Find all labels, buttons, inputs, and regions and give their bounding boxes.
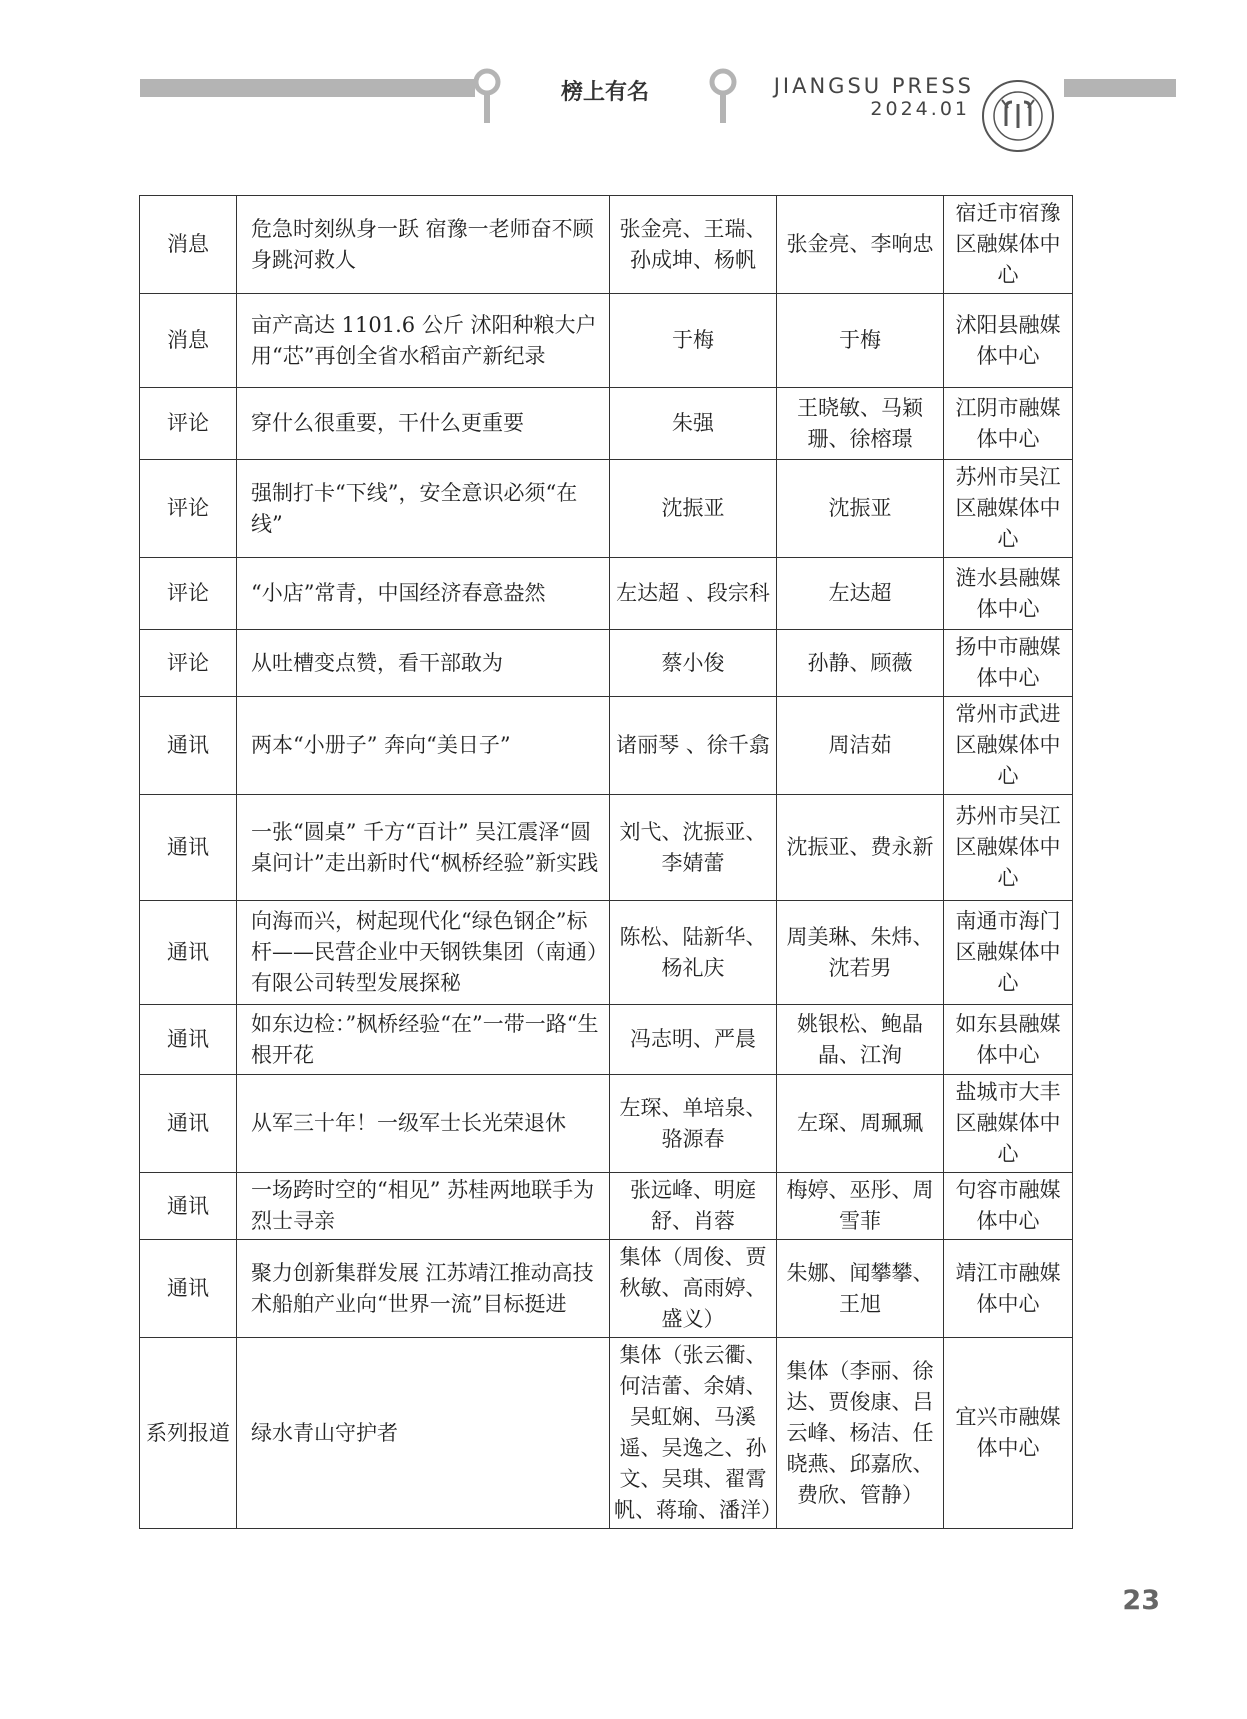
table-row bbox=[140, 1075, 1073, 1173]
authors-cell: 蔡小俊 bbox=[610, 630, 777, 697]
title-cell: 一场跨时空的“相见” 苏桂两地联手为烈士寻亲 bbox=[237, 1173, 610, 1240]
unit-cell: 南通市海门区融媒体中心 bbox=[944, 901, 1073, 1005]
authors-cell: 张金亮、王瑞、孙成坤、杨帆 bbox=[610, 196, 777, 294]
category-cell: 通讯 bbox=[140, 697, 237, 795]
unit-cell: 句容市融媒体中心 bbox=[944, 1173, 1073, 1240]
title-cell: “小店”常青，中国经济春意盎然 bbox=[237, 558, 610, 630]
authors-cell: 沈振亚 bbox=[610, 460, 777, 558]
editors-cell: 沈振亚 bbox=[777, 460, 944, 558]
page-number: 23 bbox=[1122, 1585, 1160, 1616]
header-bar-right bbox=[1064, 79, 1176, 97]
authors-cell: 集体（张云衢、何洁蕾、余婧、吴虹娴、马溪遥、吴逸之、孙文、吴琪、翟霄帆、蒋瑜、潘洋） bbox=[610, 1338, 777, 1529]
unit-cell: 常州市武进区融媒体中心 bbox=[944, 697, 1073, 795]
authors-cell: 左达超 、段宗科 bbox=[610, 558, 777, 630]
title-cell: 两本“小册子” 奔向“美日子” bbox=[237, 697, 610, 795]
title-cell: 穿什么很重要，干什么更重要 bbox=[237, 388, 610, 460]
header-bar-left bbox=[140, 79, 475, 97]
unit-cell: 靖江市融媒体中心 bbox=[944, 1240, 1073, 1338]
unit-cell: 涟水县融媒体中心 bbox=[944, 558, 1073, 630]
table-row bbox=[140, 460, 1073, 558]
authors-cell: 朱强 bbox=[610, 388, 777, 460]
editors-cell: 周美琳、朱炜、沈若男 bbox=[777, 901, 944, 1005]
authors-cell: 左琛、单培泉、骆源春 bbox=[610, 1075, 777, 1173]
section-title: 榜上有名 bbox=[560, 80, 649, 105]
title-cell: 一张“圆桌” 千方“百计” 吴江震泽“圆桌问计”走出新时代“枫桥经验”新实践 bbox=[237, 795, 610, 901]
table-row bbox=[140, 1005, 1073, 1075]
editors-cell: 张金亮、李响忠 bbox=[777, 196, 944, 294]
unit-cell: 江阴市融媒体中心 bbox=[944, 388, 1073, 460]
authors-cell: 陈松、陆新华、杨礼庆 bbox=[610, 901, 777, 1005]
table-row bbox=[140, 1240, 1073, 1338]
editors-cell: 集体（李丽、徐达、贾俊康、吕云峰、杨洁、任晓燕、邱嘉欣、费欣、管静） bbox=[777, 1338, 944, 1529]
title-cell: 亩产高达 1101.6 公斤 沭阳种粮大户用“芯”再创全省水稻亩产新纪录 bbox=[237, 294, 610, 388]
editors-cell: 左达超 bbox=[777, 558, 944, 630]
editors-cell: 周洁茹 bbox=[777, 697, 944, 795]
title-cell: 强制打卡“下线”，安全意识必须“在线” bbox=[237, 460, 610, 558]
unit-cell: 扬中市融媒体中心 bbox=[944, 630, 1073, 697]
category-cell: 通讯 bbox=[140, 1075, 237, 1173]
category-cell: 评论 bbox=[140, 388, 237, 460]
table-row bbox=[140, 1173, 1073, 1240]
pin-icon bbox=[706, 68, 740, 124]
table-row bbox=[140, 901, 1073, 1005]
table-row bbox=[140, 697, 1073, 795]
table-row bbox=[140, 558, 1073, 630]
title-cell: 危急时刻纵身一跃 宿豫一老师奋不顾身跳河救人 bbox=[237, 196, 610, 294]
category-cell: 消息 bbox=[140, 294, 237, 388]
table-row bbox=[140, 630, 1073, 697]
unit-cell: 沭阳县融媒体中心 bbox=[944, 294, 1073, 388]
unit-cell: 苏州市吴江区融媒体中心 bbox=[944, 795, 1073, 901]
category-cell: 评论 bbox=[140, 630, 237, 697]
category-cell: 消息 bbox=[140, 196, 237, 294]
issue-date: 2024.01 bbox=[870, 98, 970, 120]
category-cell: 通讯 bbox=[140, 901, 237, 1005]
editors-cell: 姚银松、鲍晶晶、江洵 bbox=[777, 1005, 944, 1075]
editors-cell: 于梅 bbox=[777, 294, 944, 388]
category-cell: 通讯 bbox=[140, 1005, 237, 1075]
title-cell: 从军三十年！一级军士长光荣退休 bbox=[237, 1075, 610, 1173]
title-cell: 聚力创新集群发展 江苏靖江推动高技术船舶产业向“世界一流”目标挺进 bbox=[237, 1240, 610, 1338]
category-cell: 通讯 bbox=[140, 1173, 237, 1240]
title-cell: 绿水青山守护者 bbox=[237, 1338, 610, 1529]
editors-cell: 孙静、顾薇 bbox=[777, 630, 944, 697]
unit-cell: 苏州市吴江区融媒体中心 bbox=[944, 460, 1073, 558]
category-cell: 通讯 bbox=[140, 795, 237, 901]
category-cell: 通讯 bbox=[140, 1240, 237, 1338]
title-cell: 从吐槽变点赞，看干部敢为 bbox=[237, 630, 610, 697]
table-row bbox=[140, 196, 1073, 294]
unit-cell: 盐城市大丰区融媒体中心 bbox=[944, 1075, 1073, 1173]
association-logo-icon bbox=[980, 78, 1056, 154]
editors-cell: 朱娜、闻攀攀、王旭 bbox=[777, 1240, 944, 1338]
editors-cell: 梅婷、巫彤、周雪菲 bbox=[777, 1173, 944, 1240]
authors-cell: 刘弋、沈振亚、李婧蕾 bbox=[610, 795, 777, 901]
table-row bbox=[140, 388, 1073, 460]
publication-name: JIANGSU PRESS bbox=[773, 74, 974, 98]
awards-table bbox=[139, 195, 1073, 1529]
category-cell: 系列报道 bbox=[140, 1338, 237, 1529]
table-row bbox=[140, 294, 1073, 388]
pin-icon bbox=[470, 68, 504, 124]
authors-cell: 冯志明、严晨 bbox=[610, 1005, 777, 1075]
authors-cell: 于梅 bbox=[610, 294, 777, 388]
editors-cell: 左琛、周珮珮 bbox=[777, 1075, 944, 1173]
category-cell: 评论 bbox=[140, 558, 237, 630]
unit-cell: 如东县融媒体中心 bbox=[944, 1005, 1073, 1075]
editors-cell: 王晓敏、马颖珊、徐榕璟 bbox=[777, 388, 944, 460]
title-cell: 向海而兴，树起现代化“绿色钢企”标杆——民营企业中天钢铁集团（南通）有限公司转型发展探秘 bbox=[237, 901, 610, 1005]
authors-cell: 诸丽琴 、徐千翕 bbox=[610, 697, 777, 795]
authors-cell: 集体（周俊、贾秋敏、高雨婷、盛义） bbox=[610, 1240, 777, 1338]
category-cell: 评论 bbox=[140, 460, 237, 558]
table-row bbox=[140, 795, 1073, 901]
authors-cell: 张远峰、明庭舒、肖蓉 bbox=[610, 1173, 777, 1240]
title-cell: 如东边检：”枫桥经验“在”一带一路“生根开花 bbox=[237, 1005, 610, 1075]
unit-cell: 宜兴市融媒体中心 bbox=[944, 1338, 1073, 1529]
editors-cell: 沈振亚、费永新 bbox=[777, 795, 944, 901]
unit-cell: 宿迁市宿豫区融媒体中心 bbox=[944, 196, 1073, 294]
table-row bbox=[140, 1338, 1073, 1529]
